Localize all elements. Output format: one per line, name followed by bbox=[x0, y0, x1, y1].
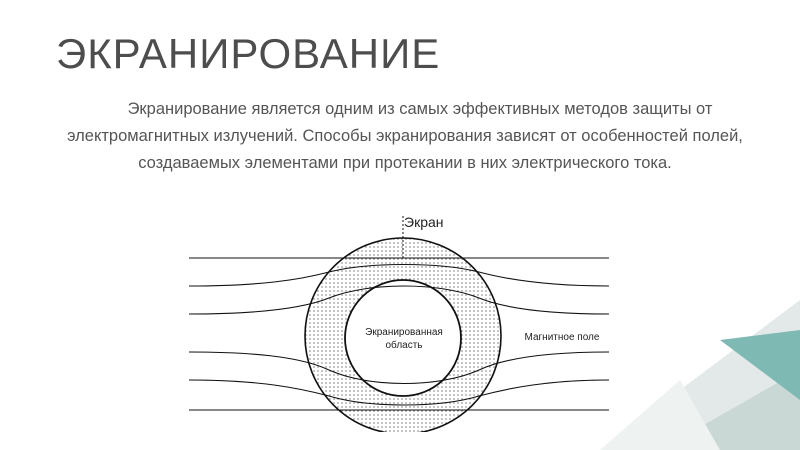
slide-paragraph: Экранирование является одним из самых эффективных методов защиты от электромагнитных излучений. Способы экранирования зависят от особенностей полей, создаваемых элементами при протекании в них электрического тока. bbox=[67, 100, 743, 172]
shielding-diagram bbox=[189, 210, 609, 432]
slide-title: ЭКРАНИРОВАНИЕ bbox=[56, 30, 441, 77]
shielding-diagram-svg bbox=[189, 210, 609, 432]
magnetic-field-label: Магнитное поле bbox=[524, 332, 600, 343]
screen-label: Экран bbox=[404, 214, 444, 230]
shielded-region-label: Экранированная область bbox=[365, 327, 443, 351]
